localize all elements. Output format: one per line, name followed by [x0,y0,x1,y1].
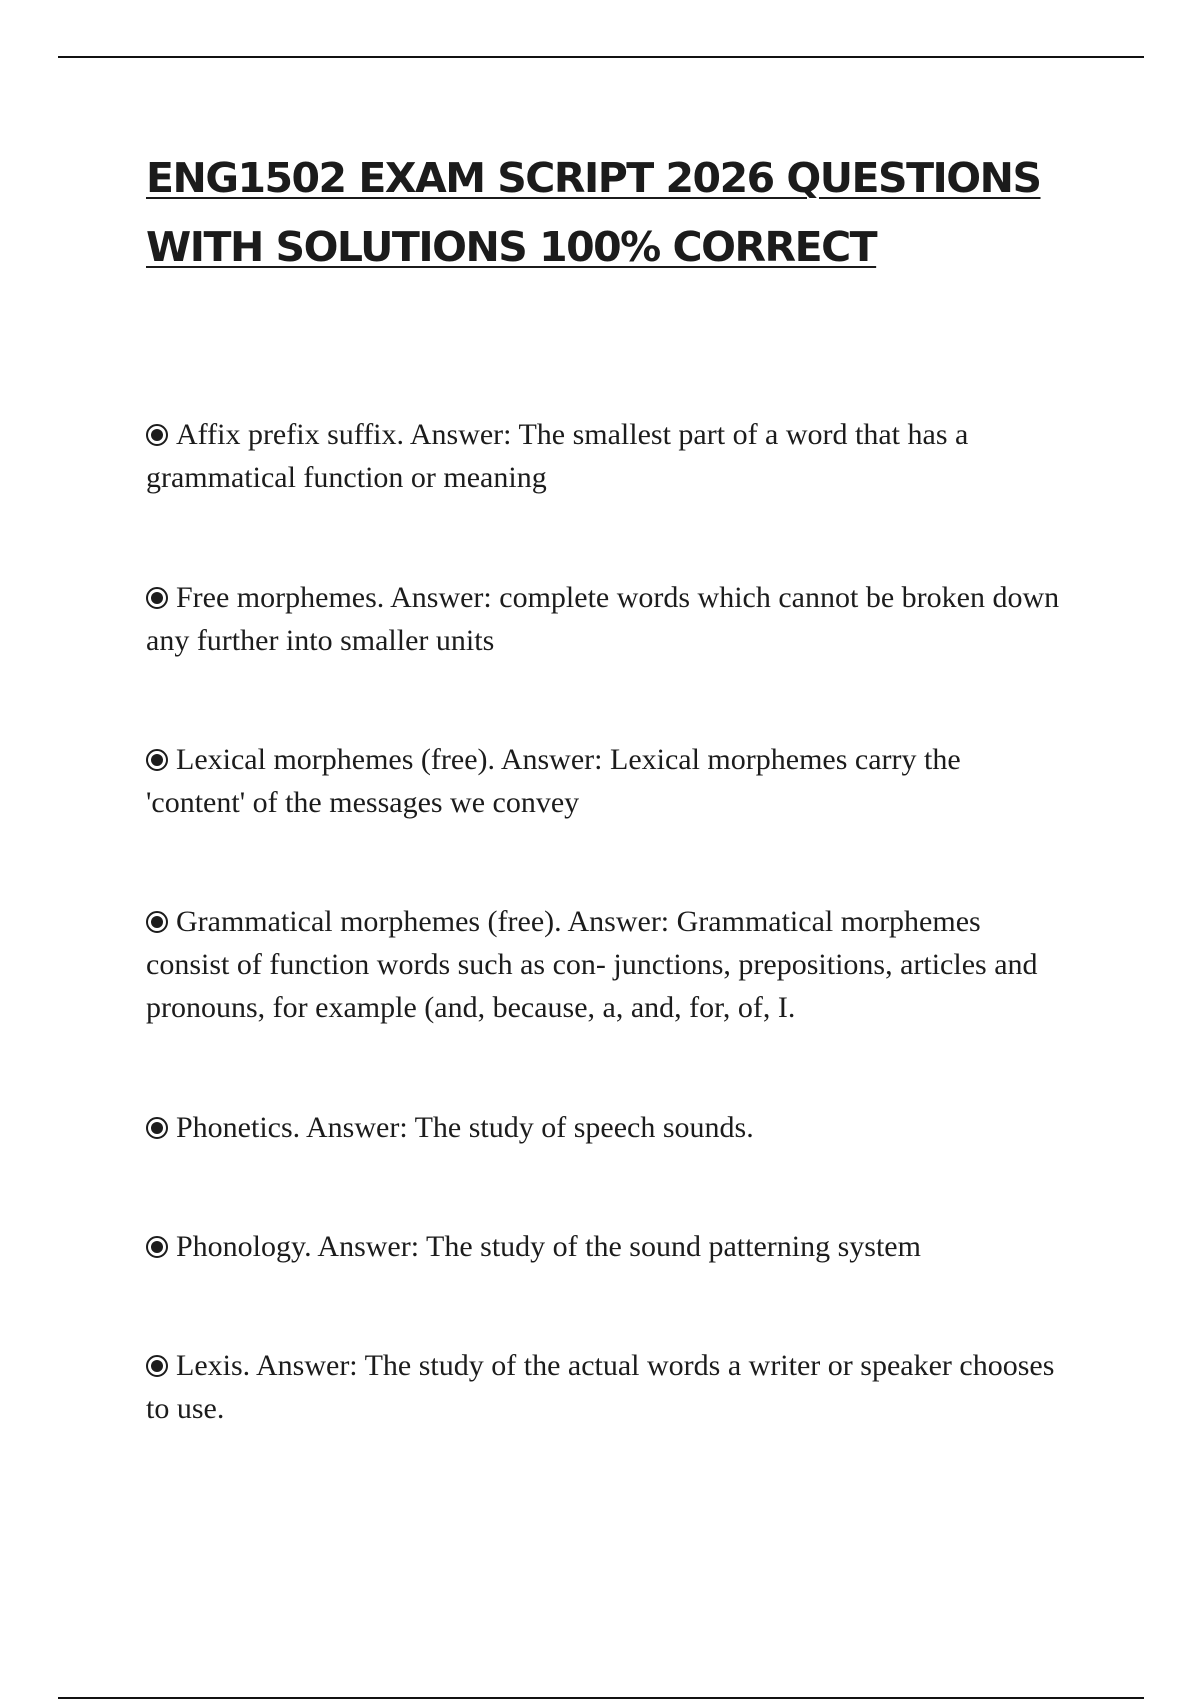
qa-item-phonetics [146,1106,1066,1149]
qa-item-affix [146,413,1066,499]
radio-bullet-icon [146,424,168,446]
radio-bullet-icon [146,1117,168,1139]
bottom-rule [58,1697,1144,1699]
radio-bullet-icon [146,1355,168,1377]
qa-text: Lexical morphemes (free). Answer: Lexical morphemes carry the 'content' of the messages we convey [146,743,961,819]
qa-item-free-morphemes [146,576,1066,662]
radio-bullet-icon [146,749,168,771]
top-rule [58,56,1144,58]
qa-text: Lexis. Answer: The study of the actual words a writer or speaker chooses to use. [146,1349,1055,1425]
qa-item-phonology [146,1225,1066,1268]
qa-item-grammatical-morphemes [146,900,1066,1029]
qa-text: Free morphemes. Answer: complete words which cannot be broken down any further into smaller units [146,581,1060,657]
qa-item-lexis [146,1344,1066,1430]
title-line-2: WITH SOLUTIONS 100% CORRECT [146,223,877,271]
qa-item-lexical-morphemes [146,738,1066,824]
radio-bullet-icon [146,587,168,609]
radio-bullet-icon [146,911,168,933]
document-title [146,144,1106,282]
qa-text: Affix prefix suffix. Answer: The smallest part of a word that has a grammatical function or meaning [146,418,969,494]
qa-text: Phonology. Answer: The study of the sound patterning system [176,1230,921,1263]
qa-text: Grammatical morphemes (free). Answer: Grammatical morphemes consist of function words such as con- junctions, prepositions, articles and pronouns, for example (and, because, a, and, for, of, I. [146,905,1038,1024]
title-line-1: ENG1502 EXAM SCRIPT 2026 QUESTIONS [146,154,1041,202]
radio-bullet-icon [146,1236,168,1258]
qa-text: Phonetics. Answer: The study of speech sounds. [176,1111,754,1144]
